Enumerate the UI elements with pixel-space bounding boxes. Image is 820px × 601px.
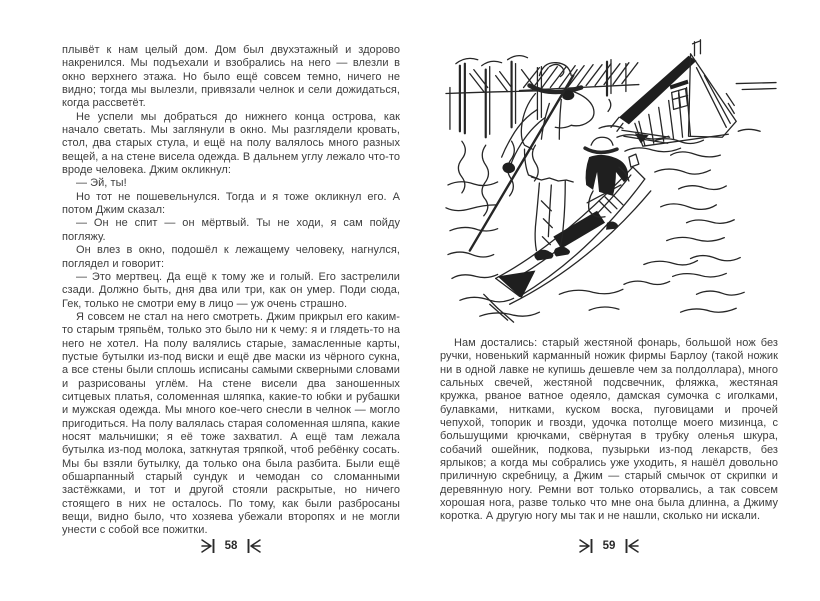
paragraph: Он влез в окно, подошёл к лежащему человеку, нагнулся, поглядел и говорит: xyxy=(62,244,400,270)
paragraph: Нам достались: старый жестяной фонарь, большой нож без ручки, новенький карманный ножик фирмы Барлоу (такой ножик ни в одной лавке не купишь дешевле чем за полдоллара), много сальных свечей, жестяной подсвечник, фляжка, жестяная кружка, рваное ватное одеяло, дамская сумочка с иголками, булавками, нитками, куском воска, пуговицами и прочей чепухой, топорик и гвозди, удочка потолще моего мизинца, с большущими крючками, свёрнутая в трубку оленья шкура, собачий ошейник, подкова, пузырьки из-под лекарств, без ярлыков; а когда мы собрались уже уходить, я нашёл довольно приличную скребницу, а Джим — старый смычок от скрипки и деревянную ногу. Ремни вот только оторвались, а так совсем хорошая нога, разве только что мне она была длинна, а Джиму коротка. А другую ногу мы так и не нашли, сколько ни искали. xyxy=(440,337,778,523)
paragraph: Я совсем не стал на него смотреть. Джим прикрыл его каким-то старым тряпьём, только это было ни к чему: я и глядеть-то на него не хотел. На полу валялись старые, замасленные карты, пустые бутылки из-под виски и ещё две маски из чёрного сукна, а все стены были сплошь исписаны самыми скверными словами и разрисованы углём. На стене висели два заношенных ситцевых платья, соломенная шляпка, какие-то юбки и рубашки и мужская одежда. Мы много кое-чего снесли в челнок — могло пригодиться. На полу валялась старая соломенная шляпа, какие носят мальчишки; я её тоже захватил. А ещё там лежала бутылка из-под молока, заткнутая тряпкой, чтоб ребёнку сосать. Мы бы взяли бутылку, да только она была разбита. Были ещё обшарпанный старый сундук и чемодан со сломанными застёжками, и тот и другой стояли раскрытые, но ничего стоящего в них не осталось. По тому, как были разбросаны вещи, видно было, что хозяева убежали второпях и не могли унести с собой все пожитки. xyxy=(62,310,400,537)
dialogue-line: — Он не спит — он мёртвый. Ты не ходи, я сам пойду погляжу. xyxy=(62,217,400,243)
right-page-footer xyxy=(440,539,778,553)
right-page-column xyxy=(440,33,778,524)
left-page-footer xyxy=(62,539,400,553)
page-number: 59 xyxy=(602,540,616,552)
paragraph: плывёт к нам целый дом. Дом был двухэтажный и здорово накренился. Мы подъехали и взобрались на него — влезли в окно верхнего этажа. Но было ещё совсем темно, ничего не видно; тогда мы вылезли, привязали челнок и сели дожидаться, когда рассветёт. xyxy=(62,44,400,110)
page-number: 58 xyxy=(224,540,238,552)
dialogue-line: — Эй, ты! xyxy=(76,177,127,190)
paragraph: Не успели мы добраться до нижнего конца острова, как начало светать. Мы заглянули в окно. Мы разглядели кровать, стол, два старых стула, и ещё на полу валялось много разных вещей, а на стене висела одежда. В дальнем углу лежало что-то вроде человека. Джим окликнул: xyxy=(62,110,400,177)
arrow-into-bar-left-icon xyxy=(246,539,261,553)
dialogue-line: — Это мертвец. Да ещё к тому же и голый. Его застрелили сзади. Должно быть, дня два или три, как он умер. Поди сюда, Гек, только не смотри ему в лицо — уж очень страшно. xyxy=(62,270,400,310)
arrow-into-bar-left-icon xyxy=(624,539,639,553)
boat-flood-illustration xyxy=(440,33,778,325)
arrow-into-bar-right-icon xyxy=(201,539,216,553)
paragraph: Но тот не пошевельнулся. Тогда и я тоже окликнул его. А потом Джим сказал: xyxy=(62,190,400,217)
arrow-into-bar-right-icon xyxy=(579,539,594,553)
left-page-text-column xyxy=(62,44,400,538)
